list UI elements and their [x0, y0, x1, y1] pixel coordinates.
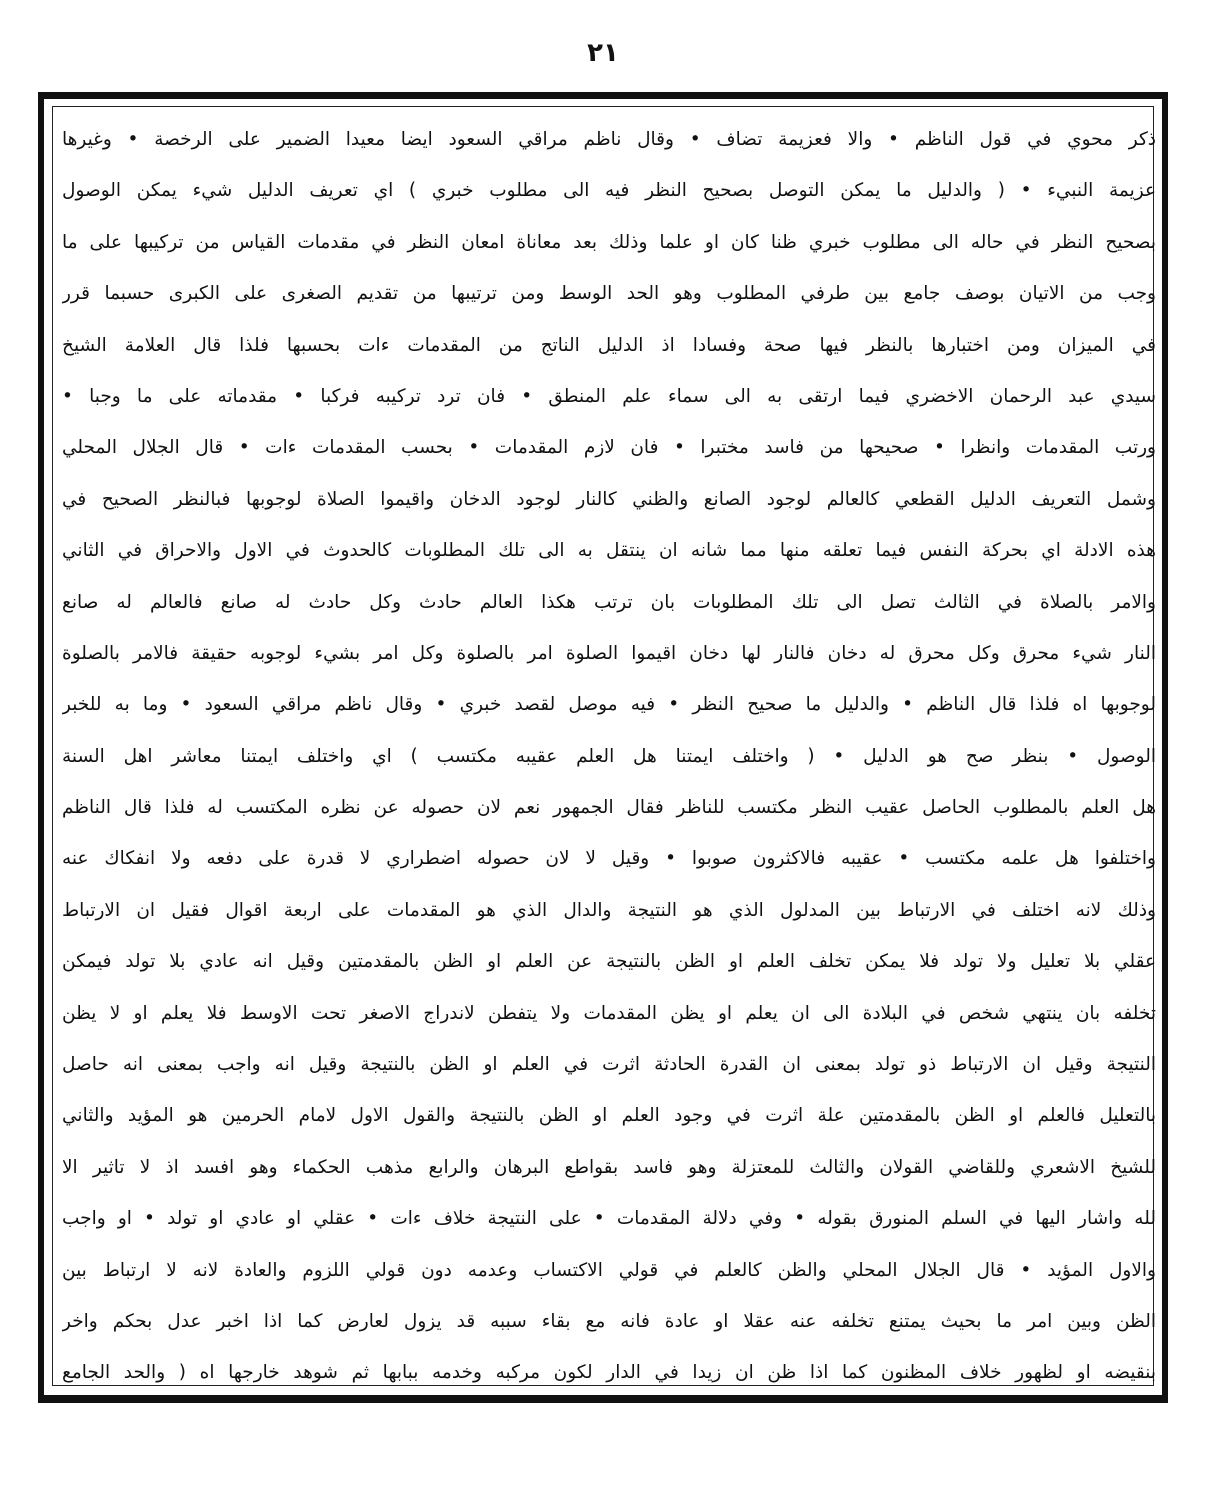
- text-line: للشيخ الاشعري وللقاضي القولان والثالث للمعتزلة وهو فاسد بقواطع البرهان والرابع مذهب الحكماء وهو افسد اذ لا تاثير الا: [62, 1156, 1156, 1178]
- text-line: تخلفه بان ينتهي شخص في البلادة الى ان يعلم او يظن المقدمات ولا يتفطن لاندراج الاصغر تحت الاوسط فلا يعلم او لا يظن: [62, 1002, 1156, 1024]
- text-line: النتيجة وقيل ان الارتباط ذو تولد بمعنى ان القدرة الحادثة اثرت في العلم او الظن بالنتيجة وقيل انه واجب بمعنى انه حاصل: [62, 1054, 1156, 1076]
- text-line: لوجوبها اه فلذا قال الناظم • والدليل ما صحيح النظر • فيه موصل لقصد خبري • وقال ناظم مراقي السعود • وما به للخبر: [62, 694, 1156, 716]
- text-line: ورتب المقدمات وانظرا • صحيحها من فاسد مختبرا • فان لازم المقدمات • بحسب المقدمات ءات • قال الجلال المحلي: [62, 437, 1156, 459]
- text-line: الوصول • بنظر صح هو الدليل • ( واختلف ايمتنا هل العلم عقيبه مكتسب ) اي واختلف ايمتنا معاشر اهل السنة: [62, 745, 1156, 767]
- page-number: ٢١: [587, 38, 619, 68]
- body-text: [62, 114, 1156, 1399]
- text-line: عقلي بلا تعليل ولا تولد فلا يمكن تخلف العلم او الظن بالنتيجة عن العلم او الظن بالمقدمتين وقيل انه عادي بلا تولد فيمكن: [62, 951, 1156, 973]
- text-line: النار شيء محرق وكل محرق له دخان فالنار لها دخان اقيموا الصلوة امر بالصلوة وكل امر بشيء لوجوبه حقيقة فالامر بالصلوة: [62, 642, 1156, 664]
- text-line: في الميزان ومن اختبارها بالنظر فيها صحة وفسادا اذ الدليل الناتج من المقدمات ءات بحسبها فلذا قال العلامة الشيخ: [62, 334, 1156, 356]
- text-line: وشمل التعريف الدليل القطعي كالعالم لوجود الصانع والظني كالنار لوجود الدخان واقيموا الصلاة لوجوبها فبالنظر الصحيح في: [62, 488, 1156, 510]
- text-line: بنقيضه او لظهور خلاف المظنون كما اذا ظن ان زيدا في الدار لكون مركبه وخدمه ببابها ثم شوهد خارجها اه ( والحد الجامع: [62, 1362, 1156, 1384]
- text-line: عزيمة النبيء • ( والدليل ما يمكن التوصل بصحيح النظر فيه الى مطلوب خبري ) اي تعريف الدليل شيء يمكن الوصول: [62, 180, 1156, 202]
- text-line: هل العلم بالمطلوب الحاصل عقيب النظر مكتسب للناظر فقال الجمهور نعم لان حصوله عن نظره المكتسب له فلذا قال الناظم: [62, 797, 1156, 819]
- text-line: لله واشار اليها في السلم المنورق بقوله • وفي دلالة المقدمات • على النتيجة خلاف ءات • عقلي او عادي او تولد • او واجب: [62, 1208, 1156, 1230]
- text-line: والامر بالصلاة في الثالث تصل الى تلك المطلوبات بان ترتب هكذا العالم حادث وكل حادث له صانع فالعالم له صانع: [62, 591, 1156, 613]
- text-line: هذه الادلة اي بحركة النفس فيما تعلقه منها مما شانه ان ينتقل به الى تلك المطلوبات كالحدوث في الاول والاحراق في الثاني: [62, 540, 1156, 562]
- text-line: بالتعليل فالعلم او الظن بالمقدمتين علة اثرت في وجود العلم او الظن بالنتيجة والقول الاول لامام الحرمين هو المؤيد والثاني: [62, 1105, 1156, 1127]
- text-line: والاول المؤيد • قال الجلال المحلي والظن كالعلم في قولي الاكتساب وعدمه دون قولي اللزوم والعادة لانه لا ارتباط بين: [62, 1259, 1156, 1281]
- text-line: واختلفوا هل علمه مكتسب • عقيبه فالاكثرون صوبوا • وقيل لا لان حصوله اضطراري لا قدرة على دفعه ولا انفكاك عنه: [62, 848, 1156, 870]
- text-line: سيدي عبد الرحمان الاخضري فيما ارتقى به الى سماء علم المنطق • فان ترد تركيبه فركبا • مقدماته على ما وجبا •: [62, 385, 1156, 407]
- text-line: الظن وبين امر ما بحيث يمتنع تخلفه عنه عقلا او عادة فانه مع بقاء سببه قد يزول لعارض كما اذا اخبر عدل بحكم واخر: [62, 1310, 1156, 1332]
- text-line: بصحيح النظر في حاله الى مطلوب خبري ظنا كان او علما وذلك بعد معاناة امعان النظر في مقدمات القياس من تركيبها على ما: [62, 231, 1156, 253]
- text-line: وجب من الاتيان بوصف جامع بين طرفي المطلوب وهو الحد الوسط ومن ترتيبها من تقديم الصغرى على الكبرى حسبما قرر: [62, 283, 1156, 305]
- text-line: وذلك لانه اختلف في الارتباط بين المدلول الذي هو النتيجة والدال الذي هو المقدمات على اربعة اقوال فقيل ان الارتباط: [62, 899, 1156, 921]
- text-line: ذكر محوي في قول الناظم • والا فعزيمة تضاف • وقال ناظم مراقي السعود ايضا معيدا الضمير على الرخصة • وغيرها: [62, 129, 1156, 150]
